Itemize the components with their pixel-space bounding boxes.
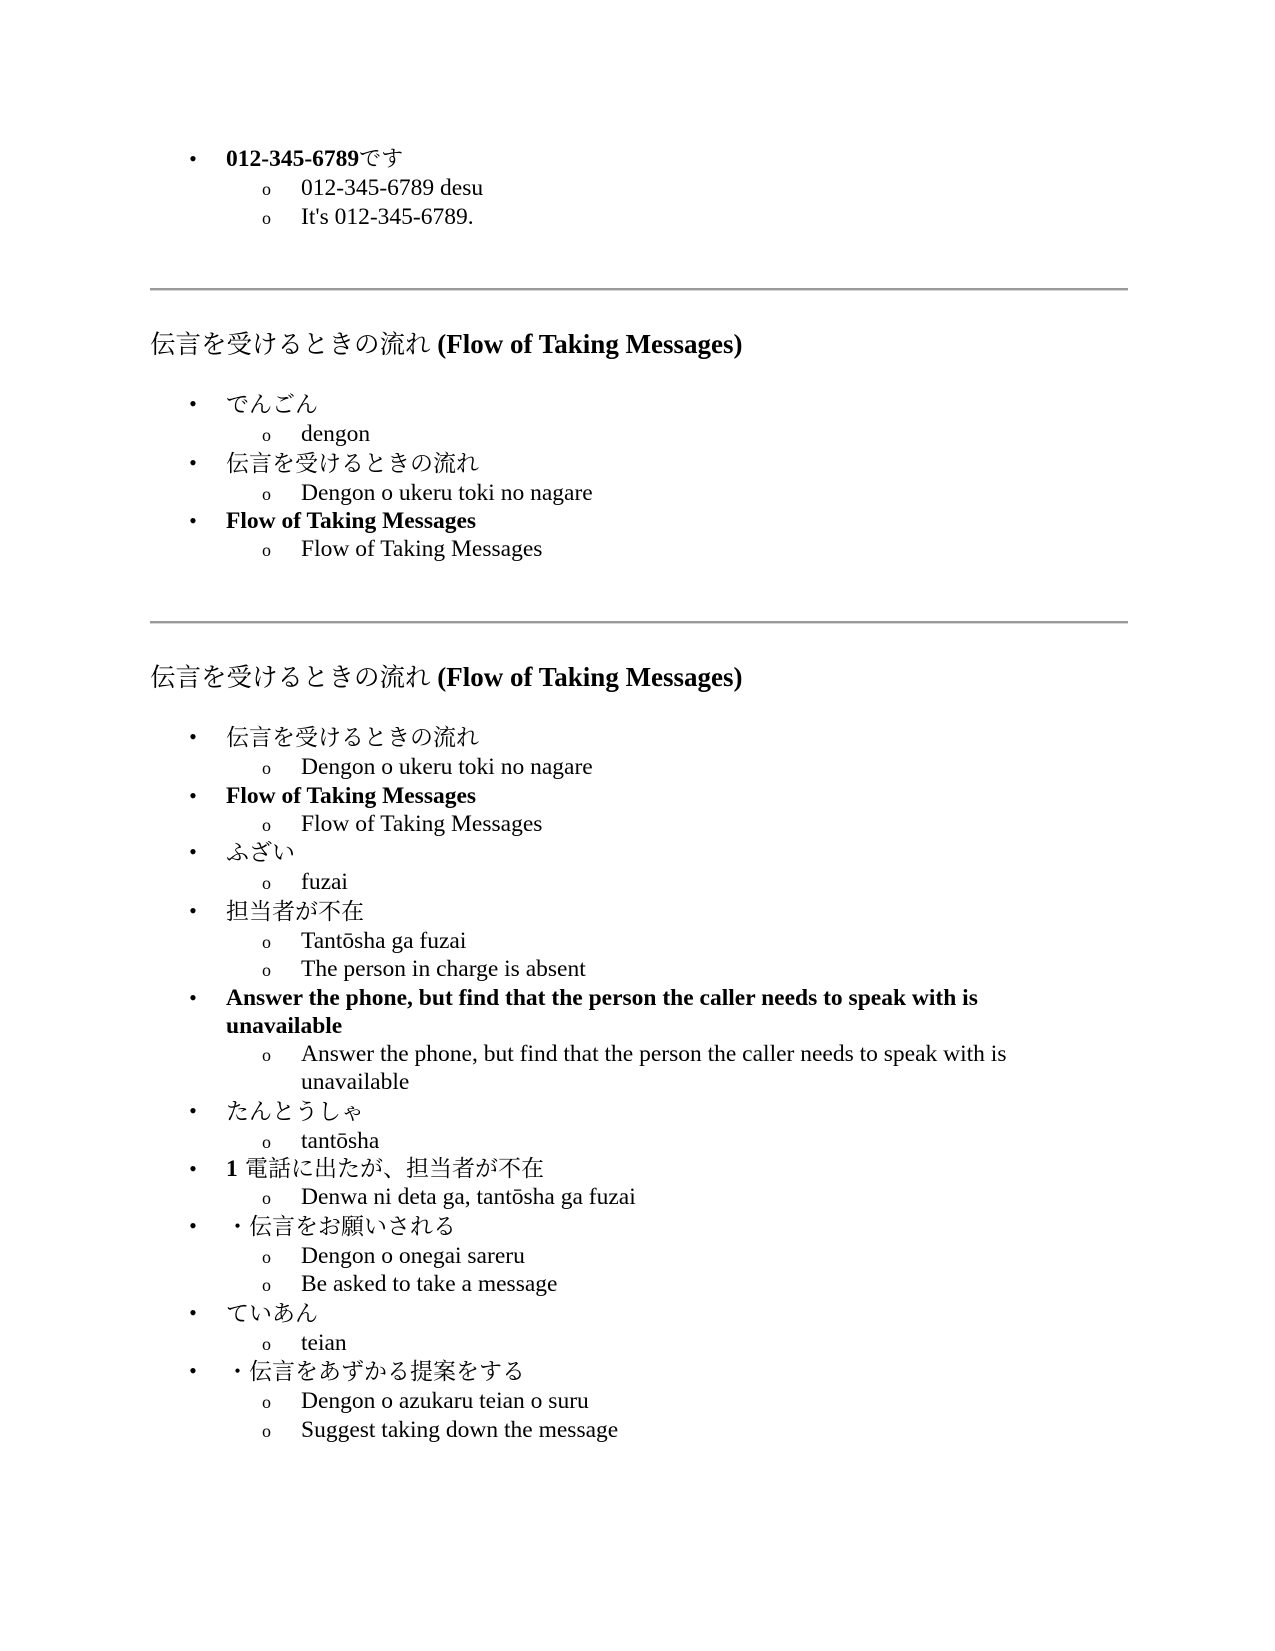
circle-bullet-icon: o [262,1392,271,1412]
list-item-main [226,1155,1026,1183]
list-item-main [226,145,1026,174]
horizontal-divider [150,288,1128,291]
list-item-main: たんとうしゃ [226,1098,364,1125]
sub-list-item [226,1242,1275,1271]
circle-bullet-icon: o [262,483,271,504]
sub-item-text: Dengon o onegai sareru [301,1242,525,1269]
sub-list-item [226,927,1275,956]
circle-bullet-icon: o [262,207,271,228]
sub-list-item [226,420,1275,449]
section-heading [150,660,743,695]
sub-list [226,420,1275,449]
section1-list-block [0,390,1275,564]
list-item [0,390,1275,449]
sub-item-text: Suggest taking down the message [301,1416,619,1443]
sub-list [226,810,1275,839]
sub-list-item [226,1183,1275,1212]
bullet-icon: • [189,449,197,475]
list-item-main: Answer the phone, but find that the person the caller needs to speak with is unavailable [226,984,978,1039]
vocabulary-list [0,390,1275,564]
circle-bullet-icon: o [262,1044,271,1065]
list-item-main: Flow of Taking Messages [226,782,477,809]
sub-item-text: dengon [301,421,371,447]
bullet-icon: • [189,1156,197,1181]
section-heading [150,327,743,362]
sub-item-text: Dengon o ukeru toki no nagare [301,754,593,780]
list-item [0,1299,1275,1358]
sub-item-text: Flow of Taking Messages [301,810,543,837]
sub-list-item [226,810,1275,839]
sub-list [226,1127,1275,1156]
circle-bullet-icon: o [262,540,271,560]
sub-item-text: Dengon o azukaru teian o suru [301,1388,589,1414]
list-item-main: ふざい [226,840,295,866]
circle-bullet-icon: o [262,179,271,199]
sub-list-item [226,1270,1275,1299]
step-number: 1 [226,1156,238,1182]
horizontal-divider [150,621,1128,624]
list-item-main: ていあん [226,1300,318,1327]
list-item [0,1155,1275,1212]
list-item [0,449,1275,508]
phone-number-list [0,145,1275,231]
sub-list-item [226,1387,1275,1416]
heading-english: (Flow of Taking Messages) [437,329,743,359]
circle-bullet-icon: o [262,1420,271,1441]
circle-bullet-icon: o [262,960,271,980]
heading-japanese: 伝言を受けるときの流れ [150,330,431,360]
sub-list-item [226,1127,1275,1156]
sub-item-text: Flow of Taking Messages [301,536,543,562]
sub-item-text: Answer the phone, but find that the person the caller needs to speak with is unavailable [301,1040,1007,1095]
list-item-main: 伝言を受けるときの流れ [226,450,479,477]
step-japanese-text: 電話に出たが、担当者が不在 [237,1156,545,1182]
sub-list [226,174,1275,231]
list-item [0,1357,1275,1444]
sub-list-item [226,955,1275,984]
bullet-icon: • [189,1212,197,1238]
sub-item-text: Be asked to take a message [301,1271,558,1297]
bullet-icon: • [189,1299,197,1325]
sub-list [226,753,1275,782]
sub-item-text: 012-345-6789 desu [301,175,484,201]
vocabulary-list [0,723,1275,1444]
sub-list [226,479,1275,508]
sub-list [226,927,1275,984]
list-item [0,1097,1275,1156]
sub-list-item [226,753,1275,782]
sub-item-text: tantōsha [301,1127,380,1154]
bullet-icon: • [189,1097,197,1123]
list-item-main: ・伝言をお願いされる [226,1213,456,1240]
sub-item-text: teian [301,1329,347,1356]
sub-list [226,868,1275,897]
sub-list [226,535,1275,564]
bullet-icon: • [189,508,197,533]
sub-list-item [226,174,1275,203]
heading-english: (Flow of Taking Messages) [437,662,743,692]
list-item [0,145,1275,231]
bullet-icon: • [189,782,197,808]
circle-bullet-icon: o [262,1131,271,1152]
list-item-main: ・伝言をあずかる提案をする [226,1359,525,1385]
heading-japanese: 伝言を受けるときの流れ [150,663,431,693]
list-item-main: 伝言を受けるときの流れ [226,725,479,751]
sub-list-item [226,868,1275,897]
circle-bullet-icon: o [262,873,271,893]
circle-bullet-icon: o [262,1246,271,1267]
bullet-icon: • [189,839,197,864]
circle-bullet-icon: o [262,1333,271,1354]
sub-list-item [226,1329,1275,1358]
section2-list-block [0,723,1275,1444]
circle-bullet-icon: o [262,758,271,778]
circle-bullet-icon: o [262,425,271,445]
list-item-main: 担当者が不在 [226,898,364,925]
list-item-main: Flow of Taking Messages [226,508,477,534]
desu-text: です [359,147,404,172]
sub-list [226,1040,1275,1097]
sub-list [226,1242,1275,1299]
list-item [0,782,1275,839]
list-item [0,723,1275,782]
sub-list [226,1387,1275,1444]
bullet-icon: • [189,897,197,923]
sub-list-item [226,203,1275,232]
sub-list-item [226,535,1275,564]
sub-item-text: fuzai [301,869,348,895]
sub-item-text: Tantōsha ga fuzai [301,927,467,954]
list-item [0,1212,1275,1299]
sub-item-text: Denwa ni deta ga, tantōsha ga fuzai [301,1184,636,1210]
circle-bullet-icon: o [262,814,271,835]
sub-item-text: Dengon o ukeru toki no nagare [301,479,593,506]
list-item [0,897,1275,984]
sub-list [226,1183,1275,1212]
sub-list-item [226,1416,1275,1445]
sub-list [226,1329,1275,1358]
sub-item-text: It's 012-345-6789. [301,203,474,230]
list-item-main: でんごん [226,392,318,418]
phone-number-list-block [0,145,1275,231]
circle-bullet-icon: o [262,1275,271,1295]
list-item [0,984,1275,1097]
bullet-icon: • [189,391,197,416]
bullet-icon: • [189,146,197,171]
sub-list-item [226,479,1275,508]
list-item [0,838,1275,897]
bullet-icon: • [189,724,197,749]
circle-bullet-icon: o [262,931,271,952]
phone-number-text: 012-345-6789 [226,146,360,172]
circle-bullet-icon: o [262,1188,271,1208]
sub-item-text: The person in charge is absent [301,956,586,982]
list-item [0,507,1275,564]
bullet-icon: • [189,1358,197,1383]
bullet-icon: • [189,984,197,1010]
sub-list-item [226,1040,1275,1097]
